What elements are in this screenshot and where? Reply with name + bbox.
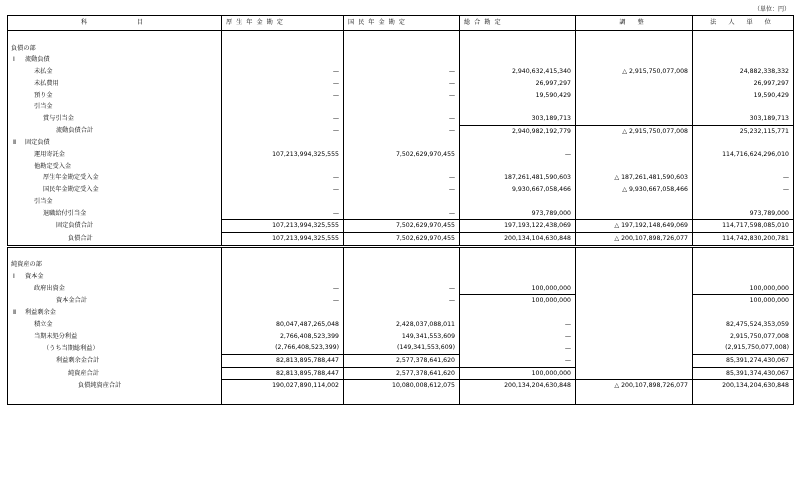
cell-adjustment bbox=[576, 161, 693, 173]
table-row bbox=[8, 113, 794, 125]
table-row bbox=[8, 295, 794, 307]
account-name: 資本金合計 bbox=[56, 297, 87, 305]
cell-employees-pension bbox=[222, 196, 344, 208]
cell-employees-pension bbox=[222, 54, 344, 66]
cell-general-account bbox=[460, 31, 576, 43]
account-name: 純資産合計 bbox=[68, 369, 99, 377]
cell-general-account: 100,000,000 bbox=[460, 283, 576, 295]
account-name: （うち当期総利益） bbox=[43, 344, 99, 352]
account-label bbox=[8, 184, 222, 196]
cell-employees-pension: — bbox=[222, 208, 344, 220]
cell-general-account bbox=[460, 137, 576, 149]
cell-general-account: 303,189,713 bbox=[460, 113, 576, 125]
account-label bbox=[8, 319, 222, 331]
header-employees-pension: 厚 生 年 金 勘 定 bbox=[222, 16, 344, 31]
account-name: 資本金 bbox=[25, 273, 44, 281]
account-label bbox=[8, 66, 222, 78]
cell-national-pension: — bbox=[344, 66, 460, 78]
cell-adjustment: △ 9,930,667,058,466 bbox=[576, 184, 693, 196]
cell-corporate-total: 114,717,598,085,010 bbox=[693, 220, 794, 233]
table-row bbox=[8, 331, 794, 343]
cell-adjustment bbox=[576, 113, 693, 125]
cell-national-pension: 7,502,629,970,455 bbox=[344, 220, 460, 233]
table-row bbox=[8, 172, 794, 184]
account-label bbox=[8, 271, 222, 283]
table-row bbox=[8, 259, 794, 271]
section-number: Ⅰ bbox=[13, 56, 15, 64]
section-number: Ⅱ bbox=[13, 139, 17, 147]
cell-corporate-total bbox=[693, 196, 794, 208]
account-label bbox=[8, 113, 222, 125]
cell-national-pension: — bbox=[344, 125, 460, 137]
cell-national-pension bbox=[344, 307, 460, 319]
cell-general-account bbox=[460, 43, 576, 55]
account-label bbox=[8, 380, 222, 392]
cell-national-pension bbox=[344, 43, 460, 55]
cell-national-pension: (149,341,553,609) bbox=[344, 342, 460, 354]
cell-corporate-total: 2,915,750,077,008 bbox=[693, 331, 794, 343]
cell-corporate-total bbox=[693, 54, 794, 66]
cell-employees-pension bbox=[222, 271, 344, 283]
table-row bbox=[8, 196, 794, 208]
cell-corporate-total: 82,475,524,353,059 bbox=[693, 319, 794, 331]
account-label bbox=[8, 149, 222, 161]
table-row bbox=[8, 208, 794, 220]
cell-corporate-total: — bbox=[693, 184, 794, 196]
cell-employees-pension bbox=[222, 307, 344, 319]
account-name: 固定負債 bbox=[25, 139, 50, 147]
cell-general-account: 19,590,429 bbox=[460, 90, 576, 102]
cell-national-pension: — bbox=[344, 90, 460, 102]
cell-adjustment bbox=[576, 149, 693, 161]
cell-general-account bbox=[460, 271, 576, 283]
cell-general-account bbox=[460, 54, 576, 66]
cell-national-pension bbox=[344, 31, 460, 43]
account-name: 賞与引当金 bbox=[43, 115, 74, 123]
cell-general-account bbox=[460, 259, 576, 271]
table-row bbox=[8, 149, 794, 161]
cell-employees-pension bbox=[222, 392, 344, 404]
cell-adjustment bbox=[576, 367, 693, 380]
account-label bbox=[8, 259, 222, 271]
cell-corporate-total: 85,391,374,430,067 bbox=[693, 367, 794, 380]
table-row bbox=[8, 354, 794, 367]
cell-corporate-total: 26,997,297 bbox=[693, 78, 794, 90]
cell-corporate-total bbox=[693, 101, 794, 113]
cell-general-account bbox=[460, 307, 576, 319]
account-label bbox=[8, 43, 222, 55]
cell-adjustment bbox=[576, 246, 693, 259]
cell-adjustment bbox=[576, 271, 693, 283]
cell-corporate-total: 25,232,115,771 bbox=[693, 125, 794, 137]
table-row bbox=[8, 271, 794, 283]
cell-corporate-total bbox=[693, 137, 794, 149]
account-label bbox=[8, 392, 222, 404]
account-label bbox=[8, 367, 222, 380]
account-name: 利益剰余金合計 bbox=[56, 356, 100, 364]
cell-general-account: 100,000,000 bbox=[460, 295, 576, 307]
cell-adjustment bbox=[576, 354, 693, 367]
cell-corporate-total: 973,789,000 bbox=[693, 208, 794, 220]
cell-national-pension: 2,428,037,088,011 bbox=[344, 319, 460, 331]
cell-corporate-total: — bbox=[693, 172, 794, 184]
account-label bbox=[8, 172, 222, 184]
cell-national-pension: 149,341,553,609 bbox=[344, 331, 460, 343]
cell-adjustment bbox=[576, 307, 693, 319]
cell-adjustment: △ 2,915,750,077,008 bbox=[576, 125, 693, 137]
account-name: 流動負債合計 bbox=[56, 127, 94, 135]
cell-general-account bbox=[460, 101, 576, 113]
cell-adjustment: △ 2,915,750,077,008 bbox=[576, 66, 693, 78]
table-row bbox=[8, 43, 794, 55]
header-general-account: 総 合 勘 定 bbox=[460, 16, 576, 31]
cell-general-account: — bbox=[460, 342, 576, 354]
cell-employees-pension: — bbox=[222, 295, 344, 307]
account-name: 運用寄託金 bbox=[34, 151, 65, 159]
cell-national-pension: 2,577,378,641,620 bbox=[344, 367, 460, 380]
cell-corporate-total: 85,391,274,430,067 bbox=[693, 354, 794, 367]
cell-national-pension bbox=[344, 392, 460, 404]
cell-employees-pension: — bbox=[222, 113, 344, 125]
table-row bbox=[8, 161, 794, 173]
cell-adjustment bbox=[576, 196, 693, 208]
cell-adjustment bbox=[576, 54, 693, 66]
account-label bbox=[8, 295, 222, 307]
cell-general-account: 26,997,297 bbox=[460, 78, 576, 90]
header-adjustment: 調 整 bbox=[576, 16, 693, 31]
table-row bbox=[8, 392, 794, 404]
cell-employees-pension: (2,766,408,523,399) bbox=[222, 342, 344, 354]
cell-employees-pension bbox=[222, 137, 344, 149]
cell-employees-pension bbox=[222, 246, 344, 259]
header-account: 科 目 bbox=[8, 16, 222, 31]
account-label bbox=[8, 31, 222, 43]
cell-general-account: 197,193,122,438,069 bbox=[460, 220, 576, 233]
account-name: 負債合計 bbox=[68, 234, 93, 242]
cell-corporate-total bbox=[693, 246, 794, 259]
account-label bbox=[8, 283, 222, 295]
table-row bbox=[8, 220, 794, 233]
table-row bbox=[8, 125, 794, 137]
cell-adjustment bbox=[576, 392, 693, 404]
cell-general-account bbox=[460, 392, 576, 404]
account-label bbox=[8, 137, 222, 149]
cell-general-account bbox=[460, 246, 576, 259]
cell-employees-pension bbox=[222, 161, 344, 173]
account-label bbox=[8, 246, 222, 259]
cell-national-pension bbox=[344, 161, 460, 173]
account-label bbox=[8, 208, 222, 220]
account-name: 引当金 bbox=[34, 103, 53, 111]
account-label bbox=[8, 342, 222, 354]
cell-employees-pension: 2,766,408,523,399 bbox=[222, 331, 344, 343]
account-name: 未払金 bbox=[34, 68, 53, 76]
account-label bbox=[8, 331, 222, 343]
table-row bbox=[8, 380, 794, 392]
cell-national-pension: 2,577,378,641,620 bbox=[344, 354, 460, 367]
cell-adjustment: △ 200,107,898,726,077 bbox=[576, 232, 693, 246]
cell-employees-pension: 82,813,895,788,447 bbox=[222, 367, 344, 380]
cell-general-account: 200,134,104,630,848 bbox=[460, 232, 576, 246]
cell-national-pension: 7,502,629,970,455 bbox=[344, 232, 460, 246]
cell-adjustment bbox=[576, 342, 693, 354]
cell-national-pension bbox=[344, 54, 460, 66]
account-label bbox=[8, 101, 222, 113]
cell-adjustment bbox=[576, 319, 693, 331]
cell-corporate-total: 19,590,429 bbox=[693, 90, 794, 102]
cell-national-pension bbox=[344, 259, 460, 271]
account-name: 純資産の部 bbox=[11, 261, 42, 269]
account-name: 未払費用 bbox=[34, 79, 59, 87]
account-label bbox=[8, 196, 222, 208]
account-name: 退職給付引当金 bbox=[43, 209, 87, 217]
cell-employees-pension: — bbox=[222, 125, 344, 137]
cell-corporate-total bbox=[693, 392, 794, 404]
table-row bbox=[8, 342, 794, 354]
cell-adjustment bbox=[576, 331, 693, 343]
account-label bbox=[8, 78, 222, 90]
balance-sheet-table bbox=[7, 15, 794, 405]
cell-corporate-total: 114,716,624,296,010 bbox=[693, 149, 794, 161]
table-row bbox=[8, 137, 794, 149]
account-label bbox=[8, 307, 222, 319]
cell-corporate-total: 200,134,204,630,848 bbox=[693, 380, 794, 392]
cell-general-account: 973,789,000 bbox=[460, 208, 576, 220]
cell-employees-pension: — bbox=[222, 90, 344, 102]
cell-employees-pension bbox=[222, 43, 344, 55]
cell-corporate-total: 100,000,000 bbox=[693, 283, 794, 295]
cell-national-pension: — bbox=[344, 184, 460, 196]
account-name: 積立金 bbox=[34, 320, 53, 328]
cell-adjustment: △ 200,107,898,726,077 bbox=[576, 380, 693, 392]
cell-corporate-total bbox=[693, 307, 794, 319]
cell-corporate-total: 114,742,830,200,781 bbox=[693, 232, 794, 246]
cell-national-pension bbox=[344, 137, 460, 149]
account-label bbox=[8, 161, 222, 173]
cell-national-pension bbox=[344, 196, 460, 208]
cell-national-pension bbox=[344, 271, 460, 283]
cell-adjustment bbox=[576, 283, 693, 295]
cell-general-account: 2,940,632,415,340 bbox=[460, 66, 576, 78]
table-row bbox=[8, 232, 794, 246]
cell-general-account: 187,261,481,590,603 bbox=[460, 172, 576, 184]
cell-employees-pension: 107,213,994,325,555 bbox=[222, 232, 344, 246]
cell-general-account: 100,000,000 bbox=[460, 367, 576, 380]
cell-general-account: — bbox=[460, 149, 576, 161]
account-name: 厚生年金勘定受入金 bbox=[43, 174, 99, 182]
cell-general-account bbox=[460, 161, 576, 173]
cell-adjustment bbox=[576, 259, 693, 271]
cell-adjustment bbox=[576, 295, 693, 307]
account-name: 固定負債合計 bbox=[56, 222, 94, 230]
table-row bbox=[8, 78, 794, 90]
cell-national-pension: — bbox=[344, 283, 460, 295]
account-name: 負債の部 bbox=[11, 44, 36, 52]
cell-general-account: 9,930,667,058,466 bbox=[460, 184, 576, 196]
cell-employees-pension: — bbox=[222, 283, 344, 295]
account-name: 引当金 bbox=[34, 197, 53, 205]
cell-general-account bbox=[460, 196, 576, 208]
account-name: 負債純資産合計 bbox=[78, 382, 122, 390]
cell-adjustment: △ 187,261,481,590,603 bbox=[576, 172, 693, 184]
cell-employees-pension: 107,213,994,325,555 bbox=[222, 149, 344, 161]
cell-employees-pension: — bbox=[222, 184, 344, 196]
section-number: Ⅰ bbox=[13, 273, 15, 281]
cell-national-pension: — bbox=[344, 78, 460, 90]
cell-corporate-total: 100,000,000 bbox=[693, 295, 794, 307]
unit-label: （単位：円） bbox=[753, 6, 790, 13]
table-row bbox=[8, 283, 794, 295]
account-label bbox=[8, 90, 222, 102]
header-national-pension: 国 民 年 金 勘 定 bbox=[344, 16, 460, 31]
cell-employees-pension: 107,213,994,325,555 bbox=[222, 220, 344, 233]
cell-employees-pension: 190,027,890,114,002 bbox=[222, 380, 344, 392]
header-corporate-total: 法 人 単 位 bbox=[693, 16, 794, 31]
cell-national-pension: — bbox=[344, 295, 460, 307]
cell-employees-pension: 80,047,487,265,048 bbox=[222, 319, 344, 331]
cell-corporate-total bbox=[693, 161, 794, 173]
cell-employees-pension: — bbox=[222, 66, 344, 78]
table-row bbox=[8, 31, 794, 43]
table-row bbox=[8, 66, 794, 78]
cell-employees-pension: 82,813,895,788,447 bbox=[222, 354, 344, 367]
cell-national-pension bbox=[344, 246, 460, 259]
account-name: 他勘定受入金 bbox=[34, 162, 72, 170]
table-row bbox=[8, 307, 794, 319]
section-number: Ⅱ bbox=[13, 309, 17, 317]
cell-national-pension bbox=[344, 101, 460, 113]
cell-adjustment bbox=[576, 31, 693, 43]
cell-corporate-total: 303,189,713 bbox=[693, 113, 794, 125]
table-row bbox=[8, 184, 794, 196]
cell-national-pension: 10,080,008,612,075 bbox=[344, 380, 460, 392]
account-name: 当期未処分利益 bbox=[34, 332, 78, 340]
cell-corporate-total bbox=[693, 43, 794, 55]
cell-corporate-total bbox=[693, 271, 794, 283]
cell-corporate-total bbox=[693, 31, 794, 43]
cell-employees-pension: — bbox=[222, 172, 344, 184]
cell-employees-pension bbox=[222, 259, 344, 271]
cell-general-account: 200,134,204,630,848 bbox=[460, 380, 576, 392]
account-name: 政府出資金 bbox=[34, 284, 65, 292]
cell-adjustment bbox=[576, 90, 693, 102]
cell-general-account: — bbox=[460, 319, 576, 331]
cell-national-pension: — bbox=[344, 113, 460, 125]
table-row bbox=[8, 101, 794, 113]
account-label bbox=[8, 125, 222, 137]
cell-adjustment bbox=[576, 137, 693, 149]
account-name: 国民年金勘定受入金 bbox=[43, 186, 99, 194]
cell-national-pension: 7,502,629,970,455 bbox=[344, 149, 460, 161]
cell-adjustment bbox=[576, 208, 693, 220]
cell-corporate-total: 24,882,338,332 bbox=[693, 66, 794, 78]
cell-general-account: — bbox=[460, 331, 576, 343]
table-row bbox=[8, 319, 794, 331]
cell-general-account: 2,940,982,192,779 bbox=[460, 125, 576, 137]
table-row bbox=[8, 90, 794, 102]
table-row bbox=[8, 367, 794, 380]
account-label bbox=[8, 354, 222, 367]
cell-adjustment: △ 197,192,148,649,069 bbox=[576, 220, 693, 233]
cell-employees-pension bbox=[222, 101, 344, 113]
table-row bbox=[8, 54, 794, 66]
header-row bbox=[8, 16, 794, 31]
account-name: 預り金 bbox=[34, 91, 53, 99]
account-label bbox=[8, 232, 222, 246]
cell-corporate-total: (2,915,750,077,008) bbox=[693, 342, 794, 354]
cell-employees-pension bbox=[222, 31, 344, 43]
cell-adjustment bbox=[576, 101, 693, 113]
account-label bbox=[8, 54, 222, 66]
cell-adjustment bbox=[576, 78, 693, 90]
cell-national-pension: — bbox=[344, 172, 460, 184]
account-name: 利益剰余金 bbox=[25, 309, 56, 317]
cell-general-account: — bbox=[460, 354, 576, 367]
account-label bbox=[8, 220, 222, 233]
cell-corporate-total bbox=[693, 259, 794, 271]
account-name: 流動負債 bbox=[25, 56, 50, 64]
cell-employees-pension: — bbox=[222, 78, 344, 90]
table-row bbox=[8, 246, 794, 259]
cell-adjustment bbox=[576, 43, 693, 55]
cell-national-pension: — bbox=[344, 208, 460, 220]
